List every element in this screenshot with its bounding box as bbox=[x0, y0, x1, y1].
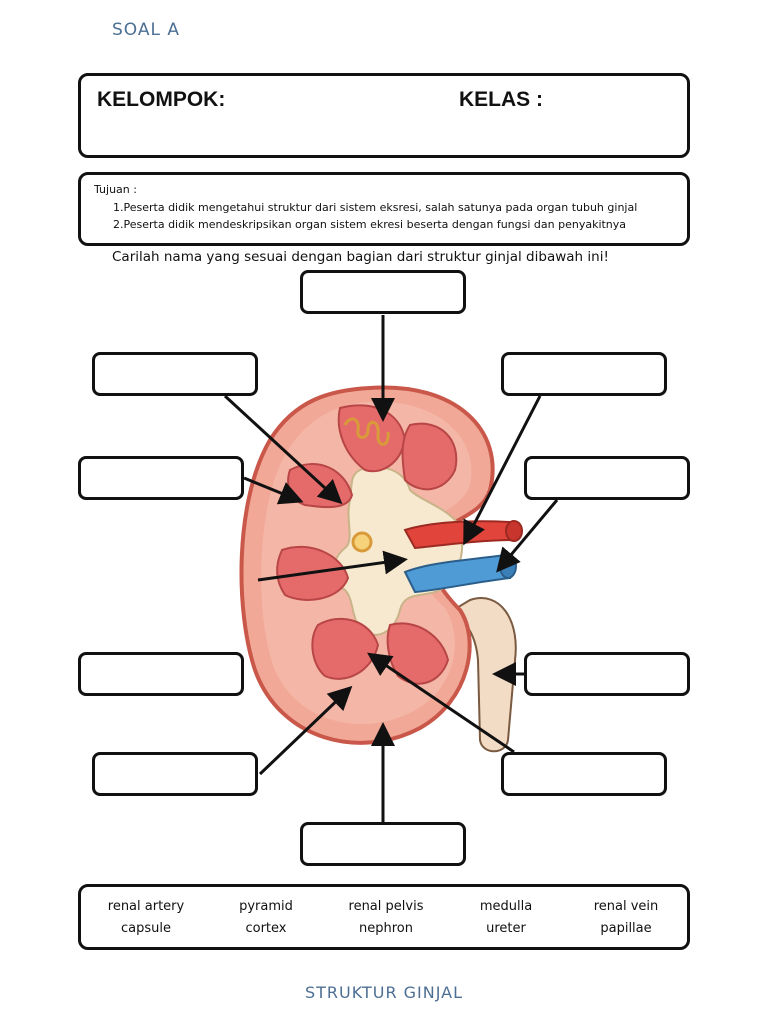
answer-box-bottom[interactable] bbox=[300, 822, 466, 866]
objectives-title: Tujuan : bbox=[94, 183, 137, 196]
answer-box-right-2[interactable] bbox=[524, 456, 690, 500]
word-bank-item: pyramid bbox=[239, 899, 293, 914]
soal-title: SOAL A bbox=[112, 20, 181, 40]
objective-item-1: 1.Peserta didik mengetahui struktur dari sistem eksresi, salah satunya pada organ tubuh ginjal bbox=[113, 201, 638, 214]
instruction-text: Carilah nama yang sesuai dengan bagian dari struktur ginjal dibawah ini! bbox=[112, 249, 609, 265]
answer-box-left-4[interactable] bbox=[92, 752, 258, 796]
objective-item-2: 2.Peserta didik mendeskripsikan organ sistem ekresi beserta dengan fungsi dan penyakitnya bbox=[113, 218, 627, 231]
footer-title: STRUKTUR GINJAL bbox=[304, 983, 464, 1002]
class-label: KELAS : bbox=[459, 88, 543, 111]
word-bank-item: nephron bbox=[359, 921, 413, 936]
renal-artery-shape bbox=[405, 521, 522, 548]
word-bank-item: cortex bbox=[245, 921, 287, 936]
word-bank-item: ureter bbox=[486, 921, 526, 936]
answer-box-left-3[interactable] bbox=[78, 652, 244, 696]
word-bank-item: renal pelvis bbox=[348, 899, 424, 914]
word-bank-item: capsule bbox=[121, 921, 171, 936]
answer-box-right-4[interactable] bbox=[501, 752, 667, 796]
answer-box-left-1[interactable] bbox=[92, 352, 258, 396]
word-bank-item: medulla bbox=[479, 899, 533, 914]
answer-box-left-2[interactable] bbox=[78, 456, 244, 500]
answer-box-right-3[interactable] bbox=[524, 652, 690, 696]
word-bank-item: renal vein bbox=[593, 899, 659, 914]
answer-box-top[interactable] bbox=[300, 270, 466, 314]
group-label: KELOMPOK: bbox=[97, 88, 226, 111]
answer-box-right-1[interactable] bbox=[501, 352, 667, 396]
word-bank-item: papillae bbox=[600, 921, 652, 936]
word-bank-item: renal artery bbox=[107, 899, 185, 914]
word-bank bbox=[78, 884, 690, 950]
